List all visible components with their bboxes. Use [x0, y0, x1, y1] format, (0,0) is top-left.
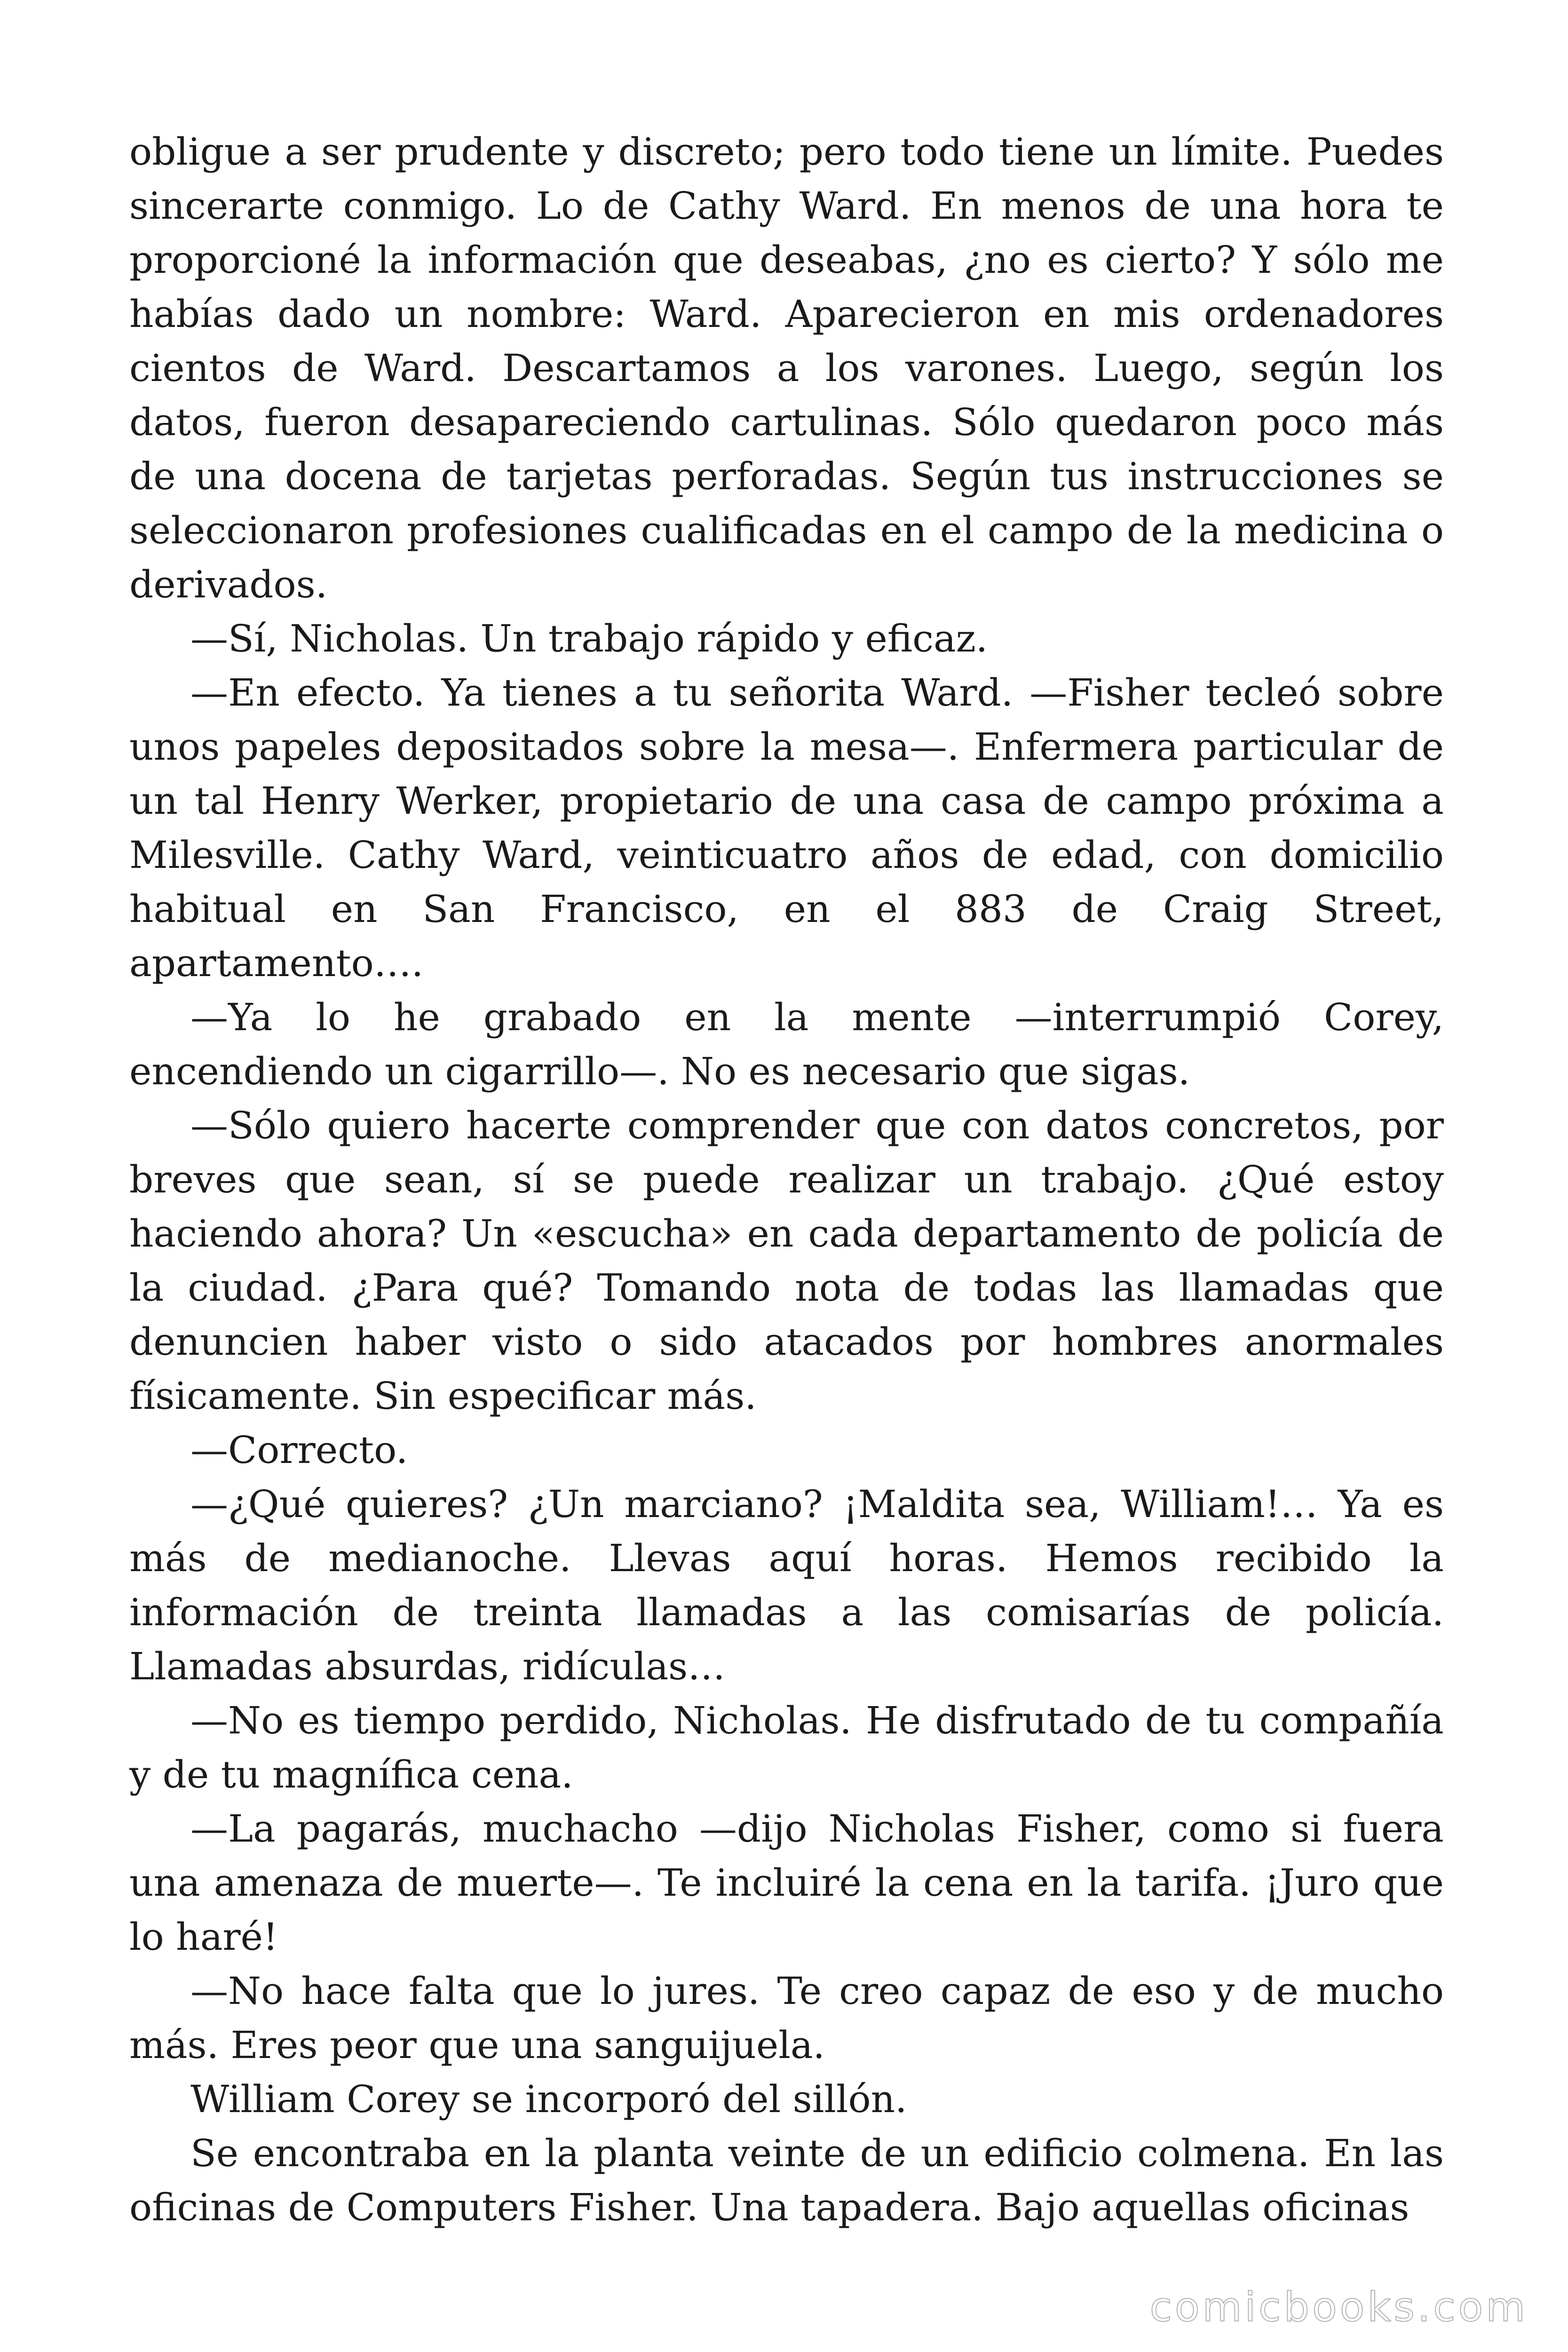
- paragraph-3: —En efecto. Ya tienes a tu señorita Ward. —Fisher tecleó sobre unos papeles depositados sobre la mesa—. Enfermera particular de un tal Henry Werker, propietario de una casa de campo próxima a Milesville. Cathy Ward, veinticuatro años de edad, con domicilio habitual en San Francisco, en el 883 de Craig Street, apartamento….: [129, 671, 1444, 985]
- paragraph-8: —No es tiempo perdido, Nicholas. He disfrutado de tu compañía y de tu magnífica cena.: [129, 1699, 1444, 1796]
- paragraph-5: —Sólo quiero hacerte comprender que con datos concretos, por breves que sean, sí se puede realizar un trabajo. ¿Qué estoy haciendo ahora? Un «escucha» en cada departamento de policía de la ciudad. ¿Para qué? Tomando nota de todas las llamadas que denuncien haber visto o sido atacados por hombres anormales físicamente. Sin especificar más.: [129, 1104, 1444, 1418]
- paragraph-2: —Sí, Nicholas. Un trabajo rápido y eficaz.: [190, 617, 988, 660]
- page-body: [129, 125, 1444, 2234]
- paragraph-10: —No hace falta que lo jures. Te creo capaz de eso y de mucho más. Eres peor que una sanguijuela.: [129, 1969, 1444, 2067]
- paragraph-11: William Corey se incorporó del sillón.: [190, 2077, 907, 2121]
- paragraph-6: —Correcto.: [190, 1428, 408, 1472]
- watermark-logo: comicbooks.com: [1149, 2284, 1528, 2331]
- paragraph-9: —La pagarás, muchacho —dijo Nicholas Fisher, como si fuera una amenaza de muerte—. Te incluiré la cena en la tarifa. ¡Juro que lo haré!: [129, 1807, 1444, 1959]
- paragraph-4: —Ya lo he grabado en la mente —interrumpió Corey, encendiendo un cigarrillo—. No es necesario que sigas.: [129, 995, 1444, 1093]
- paragraph-1: obligue a ser prudente y discreto; pero todo tiene un límite. Puedes sincerarte conmigo. Lo de Cathy Ward. En menos de una hora te proporcioné la información que deseabas, ¿no es cierto? Y sólo me habías dado un nombre: Ward. Aparecieron en mis ordenadores cientos de Ward. Descartamos a los varones. Luego, según los datos, fueron desapareciendo cartulinas. Sólo quedaron poco más de una docena de tarjetas perforadas. Según tus instrucciones se seleccionaron profesiones cualificadas en el campo de la medicina o derivados.: [129, 130, 1444, 606]
- paragraph-7: —¿Qué quieres? ¿Un marciano? ¡Maldita sea, William!… Ya es más de medianoche. Llevas aquí horas. Hemos recibido la información de treinta llamadas a las comisarías de policía. Llamadas absurdas, ridículas…: [129, 1482, 1444, 1688]
- paragraph-12: Se encontraba en la planta veinte de un edificio colmena. En las oficinas de Computers Fisher. Una tapadera. Bajo aquellas oficinas: [129, 2131, 1444, 2229]
